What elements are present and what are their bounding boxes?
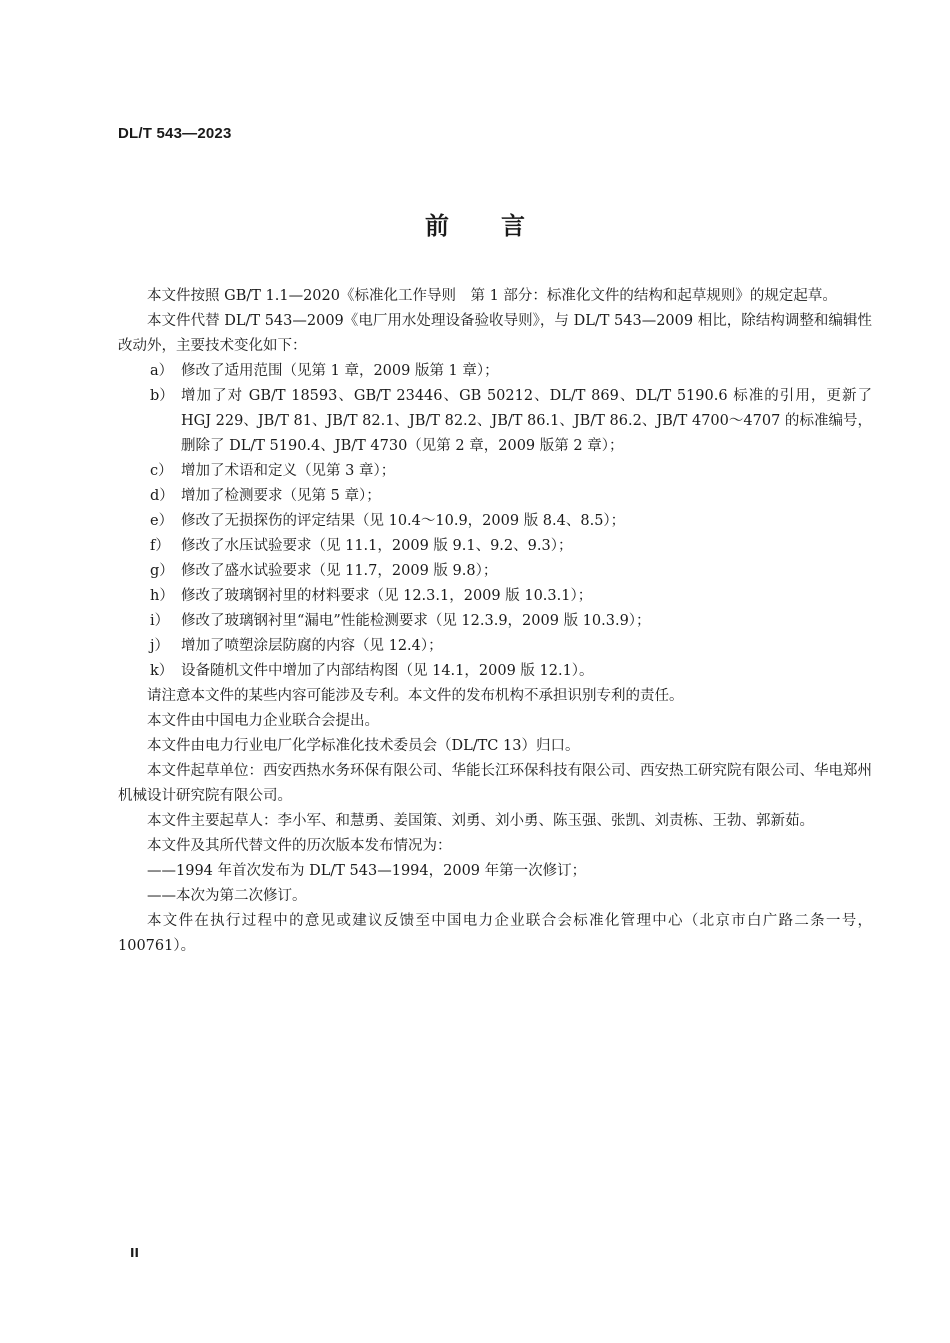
page-title: 前言 [425,212,577,240]
document-body [118,284,872,959]
proposed-by: 本文件由中国电力企业联合会提出。 [147,713,379,729]
list-item [118,459,872,484]
history-heading: 本文件及其所代替文件的历次版本发布情况为： [147,838,452,854]
item-text: 修改了玻璃钢衬里“漏电”性能检测要求（见 12.3.9，2009 版 10.3.9）； [181,613,651,629]
item-label: i） [150,613,170,629]
item-label: k） [150,663,174,679]
list-item [118,609,872,634]
drafters: 本文件主要起草人：李小军、和慧勇、姜国策、刘勇、刘小勇、陈玉强、张凯、刘责栋、王勃、郭新茹。 [147,813,814,829]
list-item [118,659,872,684]
item-text: 修改了适用范围（见第 1 章，2009 版第 1 章）； [181,363,499,379]
item-text: 修改了无损探伤的评定结果（见 10.4～10.9，2009 版 8.4、8.5）； [181,513,626,529]
item-label: e） [150,513,174,529]
item-text: 修改了盛水试验要求（见 11.7，2009 版 9.8）； [181,563,498,579]
item-label: a） [150,363,174,379]
item-label: f） [150,538,170,554]
item-label: d） [150,488,174,504]
patent-notice: 请注意本文件的某些内容可能涉及专利。本文件的发布机构不承担识别专利的责任。 [147,688,684,704]
list-item [118,359,872,384]
history-item: ——1994 年首次发布为 DL/T 543—1994，2009 年第一次修订； [147,863,587,879]
standard-number: DL/T 543—2023 [118,125,232,142]
list-item [118,559,872,584]
item-text: 修改了水压试验要求（见 11.1，2009 版 9.1、9.2、9.3）； [181,538,573,554]
drafting-organizations: 本文件起草单位：西安西热水务环保有限公司、华能长江环保科技有限公司、西安热工研究院有限公司、华电郑州机械设计研究院有限公司。 [118,763,872,804]
item-text: 增加了术语和定义（见第 3 章）； [181,463,396,479]
page-number: II [130,1246,139,1260]
item-text: 增加了检测要求（见第 5 章）； [181,488,381,504]
item-text: 设备随机文件中增加了内部结构图（见 14.1，2009 版 12.1）。 [181,663,594,679]
intro-paragraph-1: 本文件按照 GB/T 1.1—2020《标准化工作导则 第 1 部分：标准化文件的结构和起草规则》的规定起草。 [147,288,837,304]
item-label: g） [150,563,174,579]
history-item: ——本次为第二次修订。 [147,888,307,904]
administered-by: 本文件由电力行业电厂化学标准化技术委员会（DL/TC 13）归口。 [147,738,580,754]
intro-paragraph-2: 本文件代替 DL/T 543—2009《电厂用水处理设备验收导则》，与 DL/T 543—2009 相比，除结构调整和编辑性改动外，主要技术变化如下： [118,313,872,354]
item-text: 增加了对 GB/T 18593、GB/T 23446、GB 50212、DL/T 869、DL/T 5190.6 标准的引用，更新了 HGJ 229、JB/T 81、JB/T 82.1、JB/T 82.2、JB/T 86.1、JB/T 86.2、JB/T 4700～4707 的标准编号，删除了 DL/T 5190.4、JB/T 4730（见第 2 章，2009 版第 2 章）； [181,388,872,454]
list-item [118,634,872,659]
item-label: j） [150,638,169,654]
list-item [118,534,872,559]
item-label: h） [150,588,174,604]
changes-list [118,359,872,684]
list-item [118,509,872,534]
list-item [118,384,872,459]
item-label: b） [150,388,174,404]
item-text: 增加了喷塑涂层防腐的内容（见 12.4）； [181,638,443,654]
item-label: c） [150,463,173,479]
feedback-paragraph: 本文件在执行过程中的意见或建议反馈至中国电力企业联合会标准化管理中心（北京市白广路二条一号，100761）。 [118,913,872,954]
item-text: 修改了玻璃钢衬里的材料要求（见 12.3.1，2009 版 10.3.1）； [181,588,593,604]
list-item [118,484,872,509]
list-item [118,584,872,609]
